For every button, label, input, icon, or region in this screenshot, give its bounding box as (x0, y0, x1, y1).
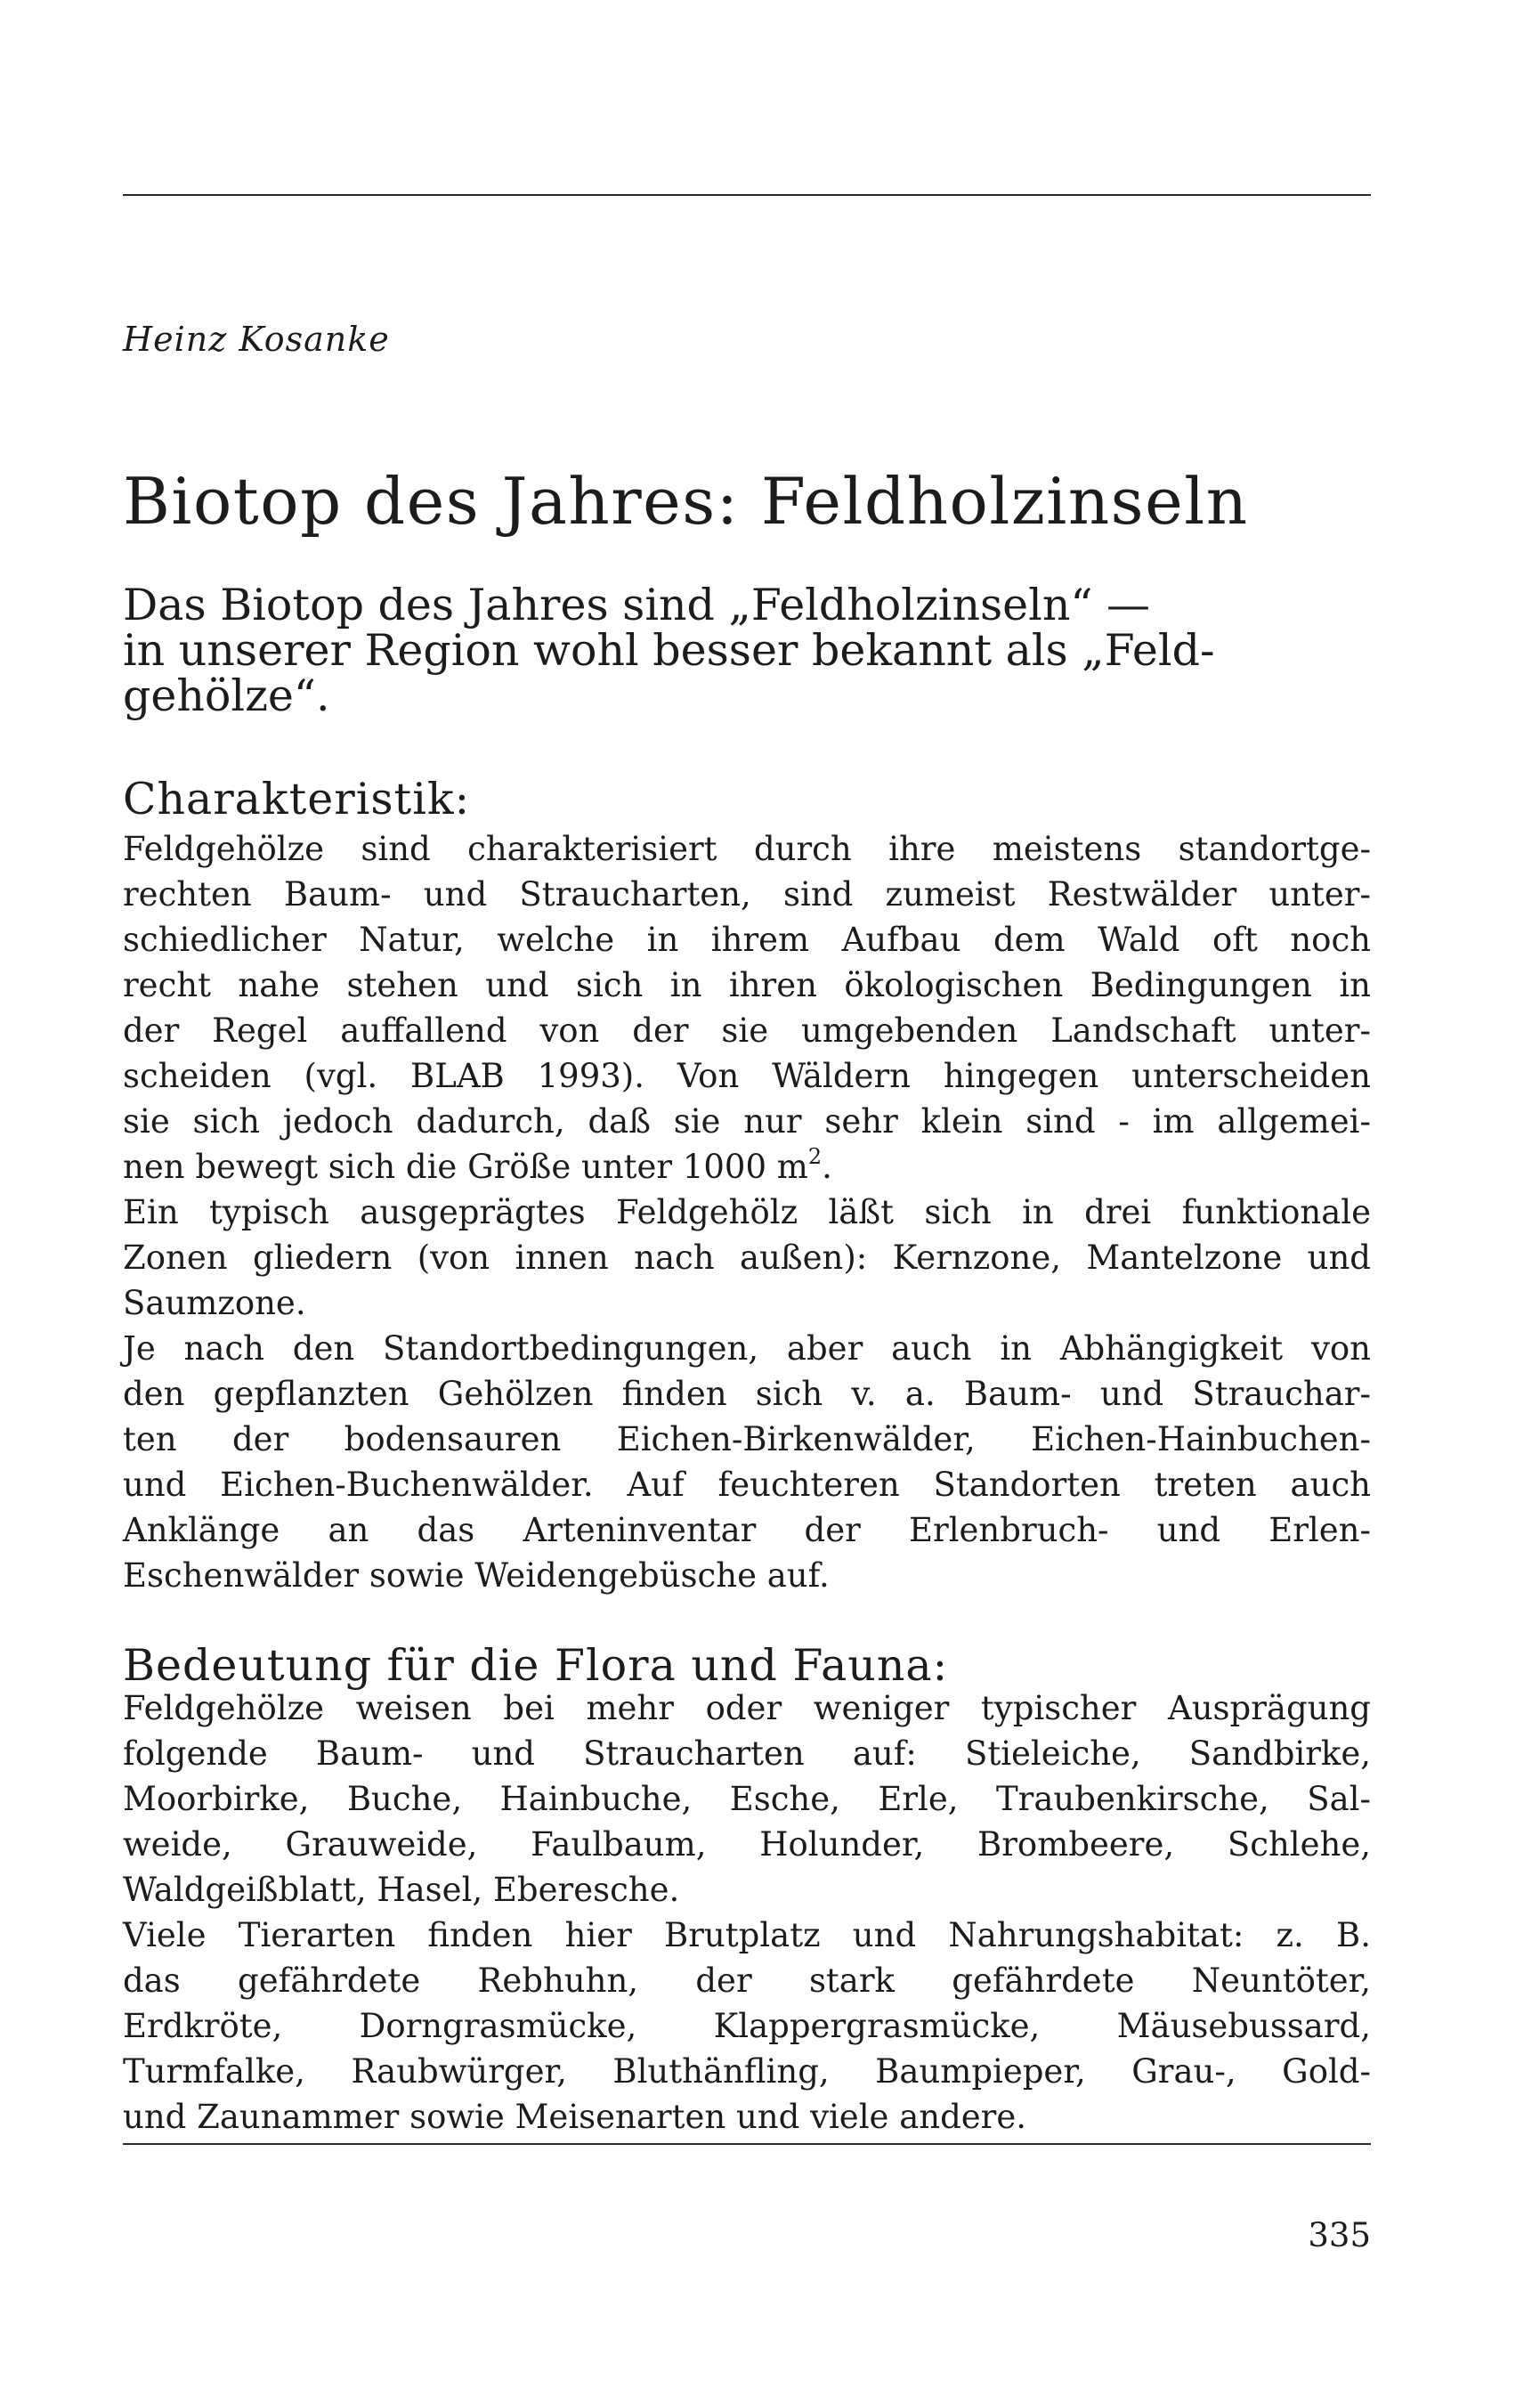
text-line: Moorbirke, Buche, Hainbuche, Esche, Erle, Traubenkirsche, Sal- (123, 1780, 1371, 1818)
page-number: 335 (1308, 2216, 1371, 2254)
text-line: recht nahe stehen und sich in ihren ökologischen Bedingungen in (123, 966, 1371, 1004)
text-line: Erdkröte, Dorngrasmücke, Klappergrasmücke, Mäusebussard, (123, 2007, 1371, 2045)
lead-line: gehölze“. (123, 670, 330, 721)
text-line: den gepflanzten Gehölzen finden sich v. a. Baum- und Strauchar- (123, 1375, 1371, 1413)
bottom-rule (123, 2143, 1371, 2145)
top-rule (123, 194, 1371, 196)
author-name: Heinz Kosanke (123, 320, 390, 359)
text-line: Saumzone. (123, 1284, 306, 1322)
text-line: Feldgehölze weisen bei mehr oder weniger typischer Ausprägung (123, 1689, 1371, 1727)
text-line: und Eichen-Buchenwälder. Auf feuchteren Standorten treten auch (123, 1466, 1371, 1504)
text-line: Anklänge an das Arteninventar der Erlenbruch- und Erlen- (123, 1511, 1371, 1549)
article-title: Biotop des Jahres: Feldholzinseln (123, 464, 1249, 539)
text-line: folgende Baum- und Straucharten auf: Stieleiche, Sandbirke, (123, 1734, 1371, 1773)
section-body-charakteristik (123, 826, 1371, 1598)
document-page (123, 0, 1371, 2404)
lead-line: Das Biotop des Jahres sind „Feldholzinseln“ — (123, 580, 1151, 630)
text-line: weide, Grauweide, Faulbaum, Holunder, Brombeere, Schlehe, (123, 1825, 1371, 1864)
text-line: Viele Tierarten finden hier Brutplatz und Nahrungshabitat: z. B. (123, 1916, 1371, 1954)
text-line: Zonen gliedern (von innen nach außen): Kernzone, Mantelzone und (123, 1239, 1371, 1277)
text-line: das gefährdete Rebhuhn, der stark gefährdete Neuntöter, (123, 1961, 1371, 2000)
section-body-bedeutung (123, 1685, 1371, 2140)
sentence-end: . (822, 1148, 832, 1186)
section-heading-bedeutung: Bedeutung für die Flora und Fauna: (123, 1640, 949, 1691)
lead-line: in unserer Region wohl besser bekannt als „Feld- (123, 625, 1215, 676)
text-line: schiedlicher Natur, welche in ihrem Aufbau dem Wald oft noch (123, 921, 1371, 959)
text-line: sie sich jedoch dadurch, daß sie nur sehr klein sind - im allgemei- (123, 1102, 1371, 1141)
area-text: nen bewegt sich die Größe unter 1000 m (123, 1148, 808, 1186)
text-line: ten der bodensauren Eichen-Birkenwälder, Eichen-Hainbuchen- (123, 1420, 1371, 1458)
text-line: Feldgehölze sind charakterisiert durch ihre meistens standortge- (123, 830, 1371, 868)
text-line: Ein typisch ausgeprägtes Feldgehölz läßt sich in drei funktionale (123, 1193, 1371, 1231)
text-line: Je nach den Standortbedingungen, aber auch in Abhängigkeit von (123, 1329, 1371, 1368)
text-line: scheiden (vgl. BLAB 1993). Von Wäldern hingegen unterscheiden (123, 1057, 1371, 1095)
superscript: 2 (807, 1144, 823, 1169)
text-line: Waldgeißblatt, Hasel, Eberesche. (123, 1871, 680, 1909)
text-line: Eschenwälder sowie Weidengebüsche auf. (123, 1556, 830, 1595)
section-heading-charakteristik: Charakteristik: (123, 774, 471, 824)
text-line (123, 1144, 1371, 1190)
lead-paragraph (123, 579, 1280, 721)
text-line: der Regel auffallend von der sie umgebenden Landschaft unter- (123, 1011, 1371, 1050)
text-line: und Zaunammer sowie Meisenarten und viele andere. (123, 2098, 1027, 2136)
text-line: rechten Baum- und Straucharten, sind zumeist Restwälder unter- (123, 875, 1371, 914)
text-line: Turmfalke, Raubwürger, Bluthänfling, Baumpieper, Grau-, Gold- (123, 2052, 1371, 2091)
